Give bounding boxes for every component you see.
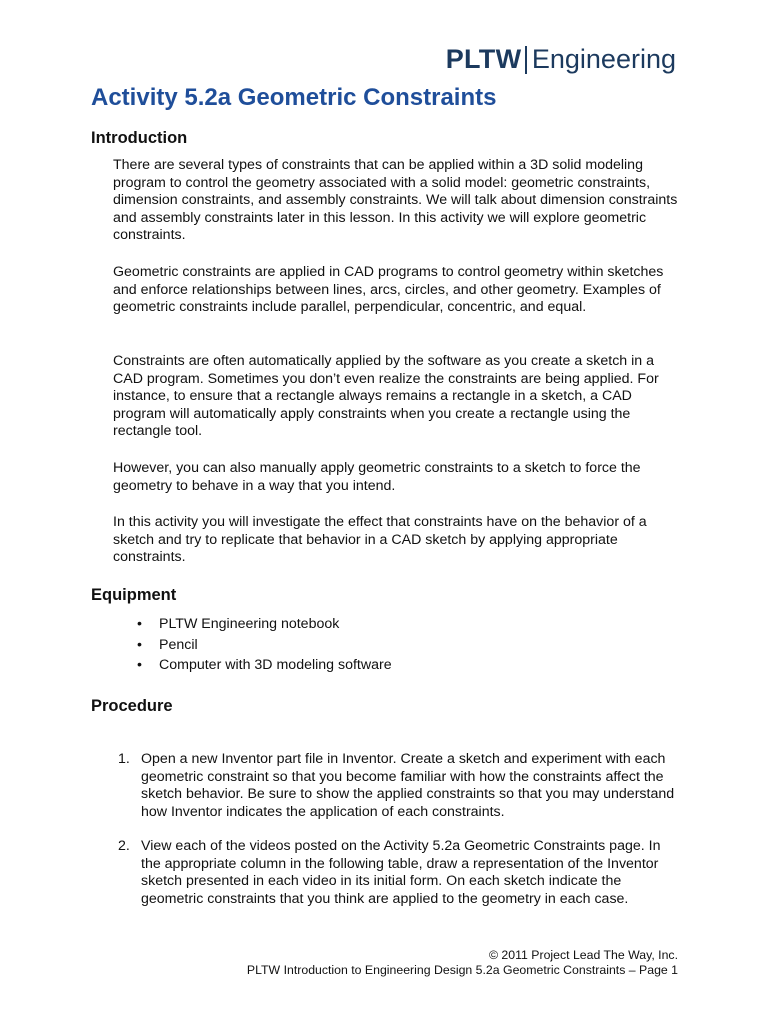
equipment-heading: Equipment: [91, 586, 177, 604]
list-item: • Computer with 3D modeling software: [137, 655, 392, 676]
list-item: • Pencil: [137, 635, 392, 656]
intro-paragraph-1: There are several types of constraints that can be applied within a 3D solid modeling program to control the geometry associated with a solid model: geometric constraints, dimension constraints, and assembly constraints. We will talk about dimension constraints and assembly constraints later in this lesson. In this activity we will explore geometric constraints.: [113, 157, 678, 244]
step-number: 2.: [118, 838, 130, 854]
logo-word: Engineering: [531, 44, 676, 74]
footer-course-line: PLTW Introduction to Engineering Design 5.2a Geometric Constraints – Page 1: [246, 963, 678, 977]
logo-divider: [525, 46, 527, 74]
list-item: • PLTW Engineering notebook: [137, 614, 392, 635]
introduction-heading: Introduction: [91, 129, 188, 147]
intro-paragraph-3: Constraints are often automatically applied by the software as you create a sketch in a CAD program. Sometimes you don’t even realize the constraints are being applied. For instance, to ensure that a rectangle always remains a rectangle in a sketch, a CAD program will automatically apply constraints when you create a rectangle using the rectangle tool.: [113, 353, 659, 440]
intro-paragraph-2: Geometric constraints are applied in CAD programs to control geometry within sketches and enforce relationships between lines, arcs, circles, and other geometry. Examples of geometric constraints include parallel, perpendicular, concentric, and equal.: [113, 264, 664, 316]
footer-copyright: © 2011 Project Lead The Way, Inc.: [488, 948, 678, 962]
step-text: Open a new Inventor part file in Inventor. Create a sketch and experiment with each geometric constraint so that you become familiar with how the constraints affect the sketch behavior. Be sure to show the applied constraints so that you may understand how Inventor indicates the application of each constraints.: [141, 751, 675, 820]
equipment-list: [137, 614, 392, 676]
procedure-heading: Procedure: [91, 697, 173, 715]
procedure-step-2: [118, 838, 683, 908]
page-title: Activity 5.2a Geometric Constraints: [91, 84, 497, 111]
intro-paragraph-5: In this activity you will investigate the effect that constraints have on the behavior of a sketch and try to replicate that behavior in a CAD sketch by applying appropriate constraints.: [113, 514, 647, 566]
logo-mark: PLTW: [445, 44, 522, 74]
step-text: View each of the videos posted on the Activity 5.2a Geometric Constraints page. In the appropriate column in the following table, draw a representation of the Inventor sketch presented in each video in its initial form. On each sketch indicate the geometric constraints that you think are applied to the geometry in each case.: [141, 838, 661, 907]
intro-paragraph-4: However, you can also manually apply geometric constraints to a sketch to force the geometry to behave in a way that you intend.: [113, 460, 641, 494]
procedure-step-1: [118, 751, 683, 821]
step-number: 1.: [118, 751, 130, 767]
pltw-engineering-logo: [446, 44, 676, 75]
